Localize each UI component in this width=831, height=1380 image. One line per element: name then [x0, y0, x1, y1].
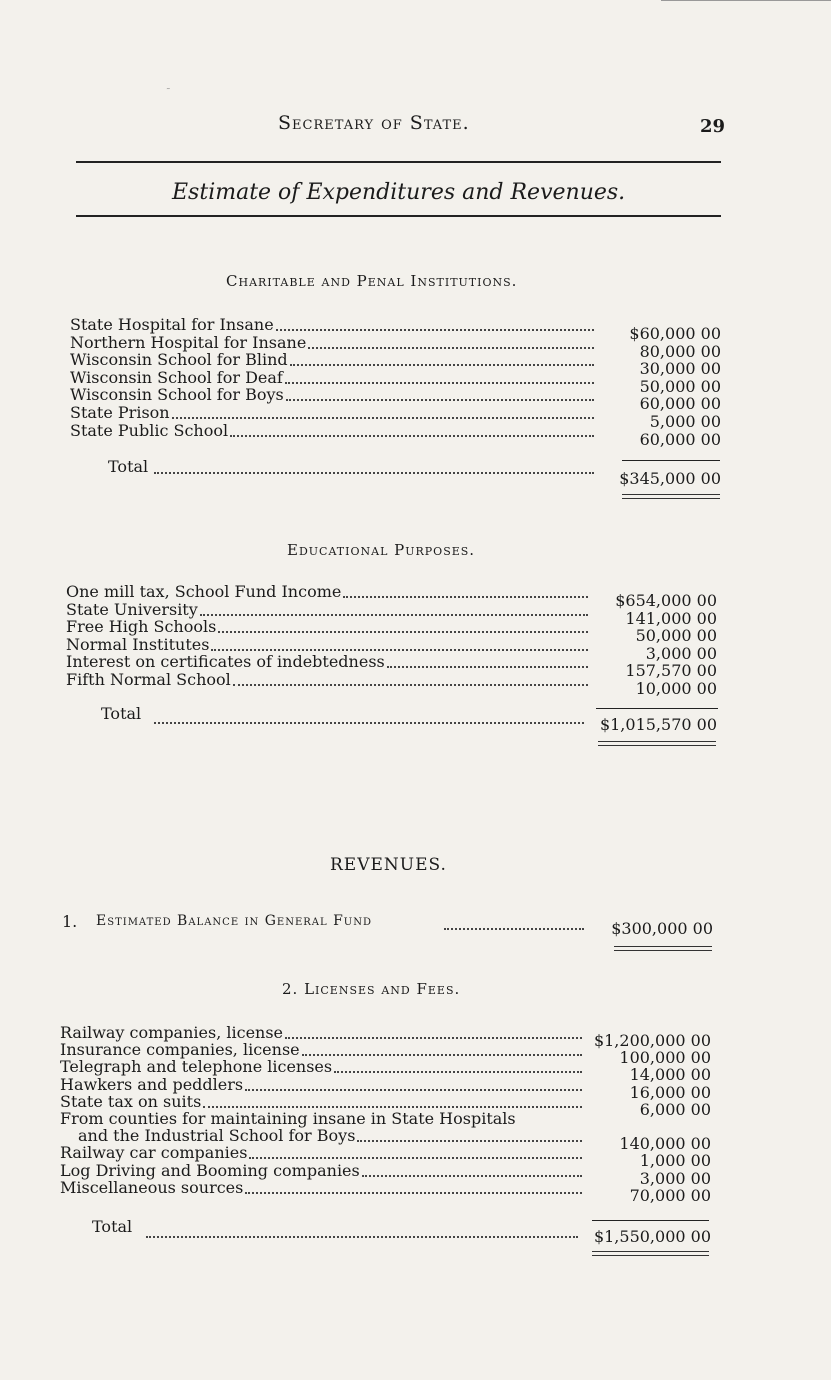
list-item-label: One mill tax, School Fund Income: [66, 582, 342, 601]
list-item-leader: [211, 649, 588, 651]
charitable-total-leader: [154, 472, 594, 474]
list-item-leader: [233, 684, 588, 686]
margin-mark: ˜: [166, 88, 171, 98]
list-item-label: Log Driving and Booming companies: [60, 1160, 360, 1180]
list-item-amount: $654,000 00: [615, 591, 717, 610]
list-item-amount: 140,000 00: [619, 1134, 711, 1154]
list-item-label: State Prison: [70, 403, 170, 422]
educational-total-leader: [154, 722, 584, 724]
educational-total-label: Total: [101, 704, 142, 723]
list-item-amount: $1,200,000 00: [593, 1031, 711, 1050]
list-item-label: Interest on certificates of indebtedness: [66, 652, 385, 672]
balance-number: 1.: [62, 912, 78, 931]
educational-double-rule: [598, 741, 716, 746]
section-title-educational: Educational Purposes.: [287, 541, 476, 559]
list-item-amount: 60,000 00: [639, 429, 721, 449]
revenues-title: REVENUES.: [330, 855, 447, 875]
list-item-leader: [286, 399, 594, 401]
list-item-label: Northern Hospital for Insane: [70, 332, 307, 352]
list-item-label: Railway companies, license: [60, 1023, 284, 1042]
list-item-amount: 3,000 00: [645, 643, 717, 663]
list-item-amount: 60,000 00: [639, 394, 721, 414]
page-number: 29: [700, 116, 726, 137]
charitable-double-rule: [622, 494, 720, 499]
list-item-amount: 157,570 00: [625, 661, 717, 681]
list-item-leader: [334, 1071, 582, 1073]
list-item-label: Insurance companies, license: [60, 1040, 300, 1060]
balance-double-rule: [614, 946, 712, 951]
list-item-leader: [245, 1089, 582, 1091]
list-item-leader: [245, 1192, 582, 1194]
list-item-amount: 5,000 00: [649, 412, 721, 431]
list-item-label: Wisconsin School for Boys: [70, 385, 284, 405]
list-item-amount: 141,000 00: [625, 608, 717, 628]
list-item-label: State Hospital for Insane: [70, 315, 274, 334]
list-item-label: Free High Schools: [66, 617, 217, 637]
balance-label: Estimated Balance in General Fund: [96, 913, 372, 929]
list-item-label: State University: [66, 599, 198, 619]
list-item-leader: [200, 614, 588, 616]
list-item-leader: [285, 1037, 582, 1039]
header-rule-bottom: [76, 215, 721, 217]
list-item-amount: 30,000 00: [639, 359, 721, 379]
educational-total-amount: $1,015,570 00: [599, 715, 717, 734]
list-item-leader: [357, 1140, 582, 1142]
list-item-label: State Public School: [70, 420, 229, 440]
list-item-leader: [362, 1175, 582, 1177]
list-item-leader: [230, 435, 594, 437]
list-item-amount: 100,000 00: [619, 1048, 711, 1068]
list-item-amount: 50,000 00: [639, 376, 721, 396]
list-item-leader: [276, 329, 594, 331]
list-item-label: Hawkers and peddlers: [60, 1074, 244, 1094]
list-item-leader: [218, 631, 588, 633]
section-title-charitable: Charitable and Penal Institutions.: [226, 272, 518, 290]
list-item-label: Fifth Normal School: [66, 670, 231, 689]
charitable-total-label: Total: [108, 457, 149, 476]
top-edge-line: [661, 0, 831, 1]
list-item-leader: [249, 1157, 582, 1159]
list-item-leader: [290, 364, 594, 366]
list-item-label: Wisconsin School for Blind: [70, 350, 288, 370]
list-item-label: and the Industrial School for Boys: [78, 1126, 356, 1146]
charitable-total-amount: $345,000 00: [619, 469, 721, 488]
page-header-title: Secretary of State.: [278, 112, 470, 134]
list-item-leader: [172, 417, 594, 419]
list-item-leader: [285, 382, 594, 384]
header-rule-top: [76, 161, 721, 163]
list-item-amount: 3,000 00: [639, 1168, 711, 1188]
list-item-leader: [203, 1106, 582, 1108]
list-item-amount: 16,000 00: [629, 1082, 711, 1102]
balance-leader: [444, 928, 584, 930]
section-title-licenses: 2. Licenses and Fees.: [282, 980, 461, 998]
licenses-total-amount: $1,550,000 00: [593, 1227, 711, 1246]
balance-amount: $300,000 00: [611, 919, 713, 938]
licenses-double-rule: [592, 1251, 709, 1256]
list-item-label: Normal Institutes: [66, 634, 210, 654]
licenses-sum-rule: [592, 1220, 709, 1221]
list-item-amount: 6,000 00: [639, 1099, 711, 1119]
page-subtitle: Estimate of Expenditures and Revenues.: [172, 180, 626, 205]
list-item-amount: 50,000 00: [635, 626, 717, 646]
list-item-amount: 1,000 00: [639, 1151, 711, 1171]
charitable-sum-rule: [622, 460, 720, 461]
list-item-amount: $60,000 00: [629, 324, 721, 343]
licenses-total-leader: [146, 1236, 578, 1238]
list-item-leader: [302, 1054, 582, 1056]
list-item-label: Railway car companies: [60, 1143, 248, 1163]
list-item-leader: [308, 347, 594, 349]
list-item-label: Telegraph and telephone licenses: [60, 1057, 333, 1077]
list-item-amount: 10,000 00: [635, 679, 717, 698]
educational-sum-rule: [596, 708, 718, 709]
list-item-label: Wisconsin School for Deaf: [70, 367, 283, 387]
list-item-amount: 80,000 00: [639, 341, 721, 361]
list-item-amount: 14,000 00: [629, 1065, 711, 1085]
licenses-total-label: Total: [92, 1217, 133, 1236]
list-item-leader: [343, 596, 588, 598]
list-item-label: State tax on suits: [60, 1091, 202, 1111]
list-item-leader: [387, 666, 588, 668]
list-item-amount: 70,000 00: [629, 1185, 711, 1205]
list-item-label: From counties for maintaining insane in State Hospitals: [60, 1109, 516, 1128]
list-item-label: Miscellaneous sources: [60, 1177, 244, 1197]
